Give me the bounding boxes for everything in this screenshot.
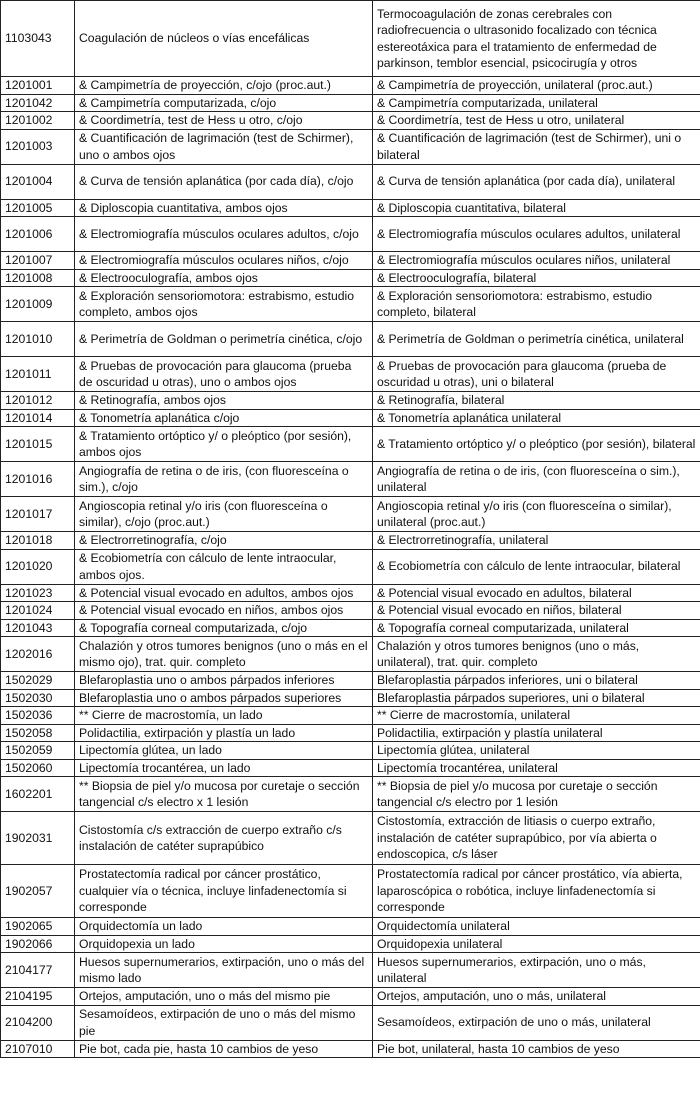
code-cell: 1201011	[1, 357, 75, 392]
code-cell: 1201017	[1, 497, 75, 532]
table-row	[1, 953, 700, 988]
code-cell: 1201018	[1, 532, 75, 550]
old-description-cell: Huesos supernumerarios, extirpación, uno o más del mismo lado	[75, 953, 373, 988]
old-description-cell: ** Biopsia de piel y/o mucosa por curetaje o sección tangencial c/s electro x 1 lesión	[75, 777, 373, 812]
old-description-cell: Angiografía de retina o de iris, (con fluoresceína o sim.), c/ojo	[75, 462, 373, 497]
code-cell: 2104177	[1, 953, 75, 988]
old-description-cell: & Diploscopia cuantitativa, ambos ojos	[75, 199, 373, 217]
table-row	[1, 357, 700, 392]
code-cell: 1502058	[1, 724, 75, 742]
old-description-cell: Angioscopia retinal y/o iris (con fluoresceína o similar), c/ojo (proc.aut.)	[75, 497, 373, 532]
code-cell: 1502059	[1, 742, 75, 760]
table-row	[1, 672, 700, 690]
old-description-cell: & Perimetría de Goldman o perimetría cinética, c/ojo	[75, 322, 373, 357]
new-description-cell: & Topografía corneal computarizada, unilateral	[373, 619, 700, 637]
table-row	[1, 584, 700, 602]
table-row	[1, 322, 700, 357]
table-row	[1, 918, 700, 936]
code-cell: 1201004	[1, 164, 75, 199]
new-description-cell: Angioscopia retinal y/o iris (con fluoresceína o similar), unilateral (proc.aut.)	[373, 497, 700, 532]
new-description-cell: ** Cierre de macrostomía, unilateral	[373, 707, 700, 725]
old-description-cell: Coagulación de núcleos o vías encefálicas	[75, 1, 373, 77]
code-cell: 1602201	[1, 777, 75, 812]
table-row	[1, 269, 700, 287]
new-description-cell: Chalazión y otros tumores benignos (uno o más, unilateral), trat. quir. completo	[373, 637, 700, 672]
code-cell: 1201002	[1, 112, 75, 130]
table-row	[1, 602, 700, 620]
new-description-cell: & Coordimetría, test de Hess u otro, unilateral	[373, 112, 700, 130]
old-description-cell: & Curva de tensión aplanática (por cada día), c/ojo	[75, 164, 373, 199]
code-cell: 1201015	[1, 427, 75, 462]
new-description-cell: & Curva de tensión aplanática (por cada día), unilateral	[373, 164, 700, 199]
new-description-cell: & Pruebas de provocación para glaucoma (prueba de oscuridad u otras), uni o bilateral	[373, 357, 700, 392]
table-row	[1, 129, 700, 164]
table-row	[1, 637, 700, 672]
code-cell: 1201024	[1, 602, 75, 620]
code-cell: 2104200	[1, 1005, 75, 1040]
table-row	[1, 759, 700, 777]
code-cell: 1502030	[1, 689, 75, 707]
table-row	[1, 287, 700, 322]
table-row	[1, 935, 700, 953]
old-description-cell: Chalazión y otros tumores benignos (uno o más en el mismo ojo), trat. quir. completo	[75, 637, 373, 672]
code-cell: 1201043	[1, 619, 75, 637]
code-cell: 1201006	[1, 217, 75, 252]
code-cell: 1502029	[1, 672, 75, 690]
old-description-cell: Sesamoídeos, extirpación de uno o más del mismo pie	[75, 1005, 373, 1040]
code-cell: 1201010	[1, 322, 75, 357]
table-row	[1, 497, 700, 532]
table-row	[1, 1005, 700, 1040]
new-description-cell: Pie bot, unilateral, hasta 10 cambios de yeso	[373, 1040, 700, 1058]
new-description-cell: & Electrorretinografía, unilateral	[373, 532, 700, 550]
code-cell: 1201014	[1, 409, 75, 427]
new-description-cell: Blefaroplastia párpados inferiores, uni o bilateral	[373, 672, 700, 690]
new-description-cell: Angiografía de retina o de iris, (con fluoresceína o sim.), unilateral	[373, 462, 700, 497]
table-row	[1, 77, 700, 95]
code-cell: 1201020	[1, 549, 75, 584]
old-description-cell: Cistostomía c/s extracción de cuerpo extraño c/s instalación de catéter suprapúbico	[75, 812, 373, 865]
new-description-cell: Lipectomía trocantérea, unilateral	[373, 759, 700, 777]
table-row	[1, 777, 700, 812]
table-row	[1, 94, 700, 112]
old-description-cell: & Exploración sensoriomotora: estrabismo, estudio completo, ambos ojos	[75, 287, 373, 322]
table-row	[1, 619, 700, 637]
new-description-cell: & Electromiografía músculos oculares adultos, unilateral	[373, 217, 700, 252]
old-description-cell: Blefaroplastia uno o ambos párpados inferiores	[75, 672, 373, 690]
old-description-cell: & Potencial visual evocado en adultos, ambos ojos	[75, 584, 373, 602]
table-row	[1, 112, 700, 130]
new-description-cell: Prostatectomía radical por cáncer prostático, vía abierta, laparoscópica o robótica, incluye linfadenectomía si corresponde	[373, 865, 700, 918]
table-row	[1, 199, 700, 217]
table-row	[1, 1, 700, 77]
new-description-cell: & Cuantificación de lagrimación (test de Schirmer), uni o bilateral	[373, 129, 700, 164]
table-row	[1, 409, 700, 427]
old-description-cell: Lipectomía trocantérea, un lado	[75, 759, 373, 777]
new-description-cell: & Campimetría de proyección, unilateral (proc.aut.)	[373, 77, 700, 95]
new-description-cell: & Diploscopia cuantitativa, bilateral	[373, 199, 700, 217]
new-description-cell: & Electromiografía músculos oculares niños, unilateral	[373, 252, 700, 270]
old-description-cell: & Pruebas de provocación para glaucoma (prueba de oscuridad u otras), uno o ambos ojos	[75, 357, 373, 392]
table-row	[1, 988, 700, 1006]
old-description-cell: & Ecobiometría con cálculo de lente intraocular, ambos ojos.	[75, 549, 373, 584]
table-row	[1, 217, 700, 252]
old-description-cell: & Electromiografía músculos oculares adultos, c/ojo	[75, 217, 373, 252]
new-description-cell: Huesos supernumerarios, extirpación, uno o más, unilateral	[373, 953, 700, 988]
table-row	[1, 742, 700, 760]
old-description-cell: Pie bot, cada pie, hasta 10 cambios de yeso	[75, 1040, 373, 1058]
code-cell: 1201005	[1, 199, 75, 217]
old-description-cell: & Tratamiento ortóptico y/ o pleóptico (por sesión), ambos ojos	[75, 427, 373, 462]
code-cell: 1902031	[1, 812, 75, 865]
code-cell: 1103043	[1, 1, 75, 77]
old-description-cell: Lipectomía glútea, un lado	[75, 742, 373, 760]
old-description-cell: & Electromiografía músculos oculares niños, c/ojo	[75, 252, 373, 270]
code-cell: 1201023	[1, 584, 75, 602]
table-row	[1, 689, 700, 707]
code-cell: 1201042	[1, 94, 75, 112]
new-description-cell: Polidactilia, extirpación y plastía unilateral	[373, 724, 700, 742]
code-cell: 1201003	[1, 129, 75, 164]
table-row	[1, 462, 700, 497]
table-row	[1, 812, 700, 865]
old-description-cell: Orquidopexia un lado	[75, 935, 373, 953]
old-description-cell: & Campimetría de proyección, c/ojo (proc.aut.)	[75, 77, 373, 95]
table-row	[1, 1040, 700, 1058]
code-cell: 1502036	[1, 707, 75, 725]
table-row	[1, 164, 700, 199]
code-cell: 1502060	[1, 759, 75, 777]
new-description-cell: & Campimetría computarizada, unilateral	[373, 94, 700, 112]
new-description-cell: Lipectomía glútea, unilateral	[373, 742, 700, 760]
new-description-cell: Sesamoídeos, extirpación de uno o más, unilateral	[373, 1005, 700, 1040]
old-description-cell: & Retinografía, ambos ojos	[75, 392, 373, 410]
table-row	[1, 427, 700, 462]
code-cell: 1201012	[1, 392, 75, 410]
code-cell: 1201007	[1, 252, 75, 270]
new-description-cell: Cistostomía, extracción de litiasis o cuerpo extraño, instalación de catéter suprapúbico, por vía abierta o endoscopica, c/s láser	[373, 812, 700, 865]
code-cell: 1201009	[1, 287, 75, 322]
old-description-cell: & Tonometría aplanática c/ojo	[75, 409, 373, 427]
new-description-cell: & Potencial visual evocado en niños, bilateral	[373, 602, 700, 620]
new-description-cell: Orquidectomía unilateral	[373, 918, 700, 936]
new-description-cell: Termocoagulación de zonas cerebrales con radiofrecuencia o ultrasonido focalizado con técnica estereotáxica para el tratamiento de enfermedad de parkinson, temblor esencial, psicocirugía y otros	[373, 1, 700, 77]
new-description-cell: ** Biopsia de piel y/o mucosa por curetaje o sección tangencial c/s electro por 1 lesión	[373, 777, 700, 812]
code-cell: 1202016	[1, 637, 75, 672]
table-row	[1, 532, 700, 550]
code-cell: 1201016	[1, 462, 75, 497]
new-description-cell: & Electrooculografía, bilateral	[373, 269, 700, 287]
new-description-cell: & Retinografía, bilateral	[373, 392, 700, 410]
new-description-cell: Blefaroplastia párpados superiores, uni o bilateral	[373, 689, 700, 707]
table-row	[1, 865, 700, 918]
old-description-cell: & Electrooculografía, ambos ojos	[75, 269, 373, 287]
new-description-cell: & Ecobiometría con cálculo de lente intraocular, bilateral	[373, 549, 700, 584]
old-description-cell: Polidactilia, extirpación y plastía un lado	[75, 724, 373, 742]
code-cell: 1902057	[1, 865, 75, 918]
code-cell: 1902065	[1, 918, 75, 936]
old-description-cell: Blefaroplastia uno o ambos párpados superiores	[75, 689, 373, 707]
table-row	[1, 252, 700, 270]
old-description-cell: & Coordimetría, test de Hess u otro, c/ojo	[75, 112, 373, 130]
new-description-cell: & Exploración sensoriomotora: estrabismo, estudio completo, bilateral	[373, 287, 700, 322]
code-cell: 1201001	[1, 77, 75, 95]
old-description-cell: & Topografía corneal computarizada, c/ojo	[75, 619, 373, 637]
old-description-cell: & Electrorretinografía, c/ojo	[75, 532, 373, 550]
old-description-cell: Prostatectomía radical por cáncer prostático, cualquier vía o técnica, incluye linfadenectomía si corresponde	[75, 865, 373, 918]
new-description-cell: & Perimetría de Goldman o perimetría cinética, unilateral	[373, 322, 700, 357]
table-row	[1, 549, 700, 584]
new-description-cell: Orquidopexia unilateral	[373, 935, 700, 953]
code-cell: 1902066	[1, 935, 75, 953]
code-cell: 2104195	[1, 988, 75, 1006]
code-cell: 2107010	[1, 1040, 75, 1058]
old-description-cell: & Potencial visual evocado en niños, ambos ojos	[75, 602, 373, 620]
table-row	[1, 392, 700, 410]
old-description-cell: & Campimetría computarizada, c/ojo	[75, 94, 373, 112]
table-row	[1, 707, 700, 725]
new-description-cell: Ortejos, amputación, uno o más, unilateral	[373, 988, 700, 1006]
procedure-table-body	[1, 1, 700, 1058]
new-description-cell: & Tratamiento ortóptico y/ o pleóptico (por sesión), bilateral	[373, 427, 700, 462]
old-description-cell: Orquidectomía un lado	[75, 918, 373, 936]
table-row	[1, 724, 700, 742]
old-description-cell: Ortejos, amputación, uno o más del mismo pie	[75, 988, 373, 1006]
old-description-cell: & Cuantificación de lagrimación (test de Schirmer), uno o ambos ojos	[75, 129, 373, 164]
old-description-cell: ** Cierre de macrostomía, un lado	[75, 707, 373, 725]
new-description-cell: & Tonometría aplanática unilateral	[373, 409, 700, 427]
new-description-cell: & Potencial visual evocado en adultos, bilateral	[373, 584, 700, 602]
code-cell: 1201008	[1, 269, 75, 287]
